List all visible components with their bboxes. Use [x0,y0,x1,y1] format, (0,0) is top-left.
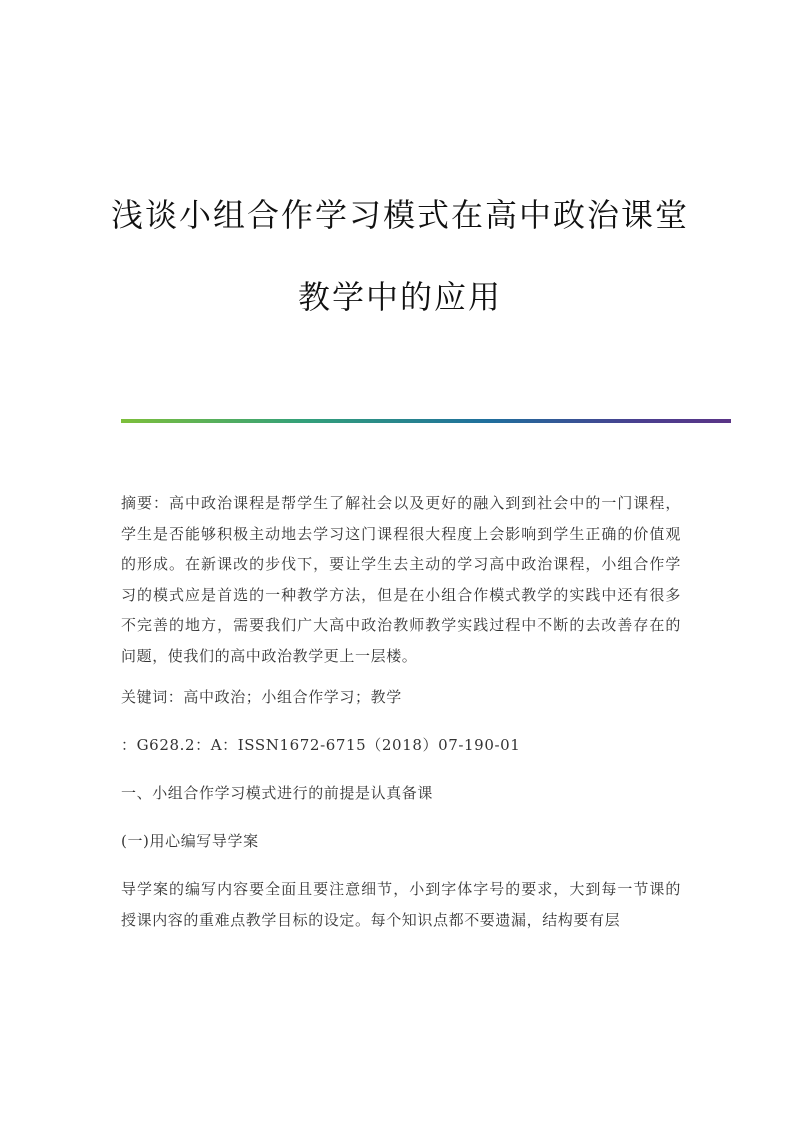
keywords-line: 关键词：高中政治；小组合作学习；教学 [121,688,402,706]
body-paragraph: 导学案的编写内容要全面且要注意细节，小到字体字号的要求，大到每一节课的授课内容的重难点教学目标的设定。每个知识点都不要遗漏，结构要有层 [121,880,681,929]
subsection-heading: (一)用心编写导学案 [121,832,259,850]
section-heading: 一、小组合作学习模式进行的前提是认真备课 [121,784,434,802]
abstract-paragraph: 摘要：高中政治课程是帮学生了解社会以及更好的融入到到社会中的一门课程，学生是否能够积极主动地去学习这门课程很大程度上会影响到学生正确的价值观的形成。在新课改的步伐下，要让学生去主动的学习高中政治课程，小组合作学习的模式应是首选的一种教学方法，但是在小组合作模式教学的实践中还有很多不完善的地方，需要我们广大高中政治教师教学实践过程中不断的去改善存在的问题，使我们的高中政治教学更上一层楼。 [121,494,681,665]
document-title-line-1: 浅谈小组合作学习模式在高中政治课堂 [110,196,689,234]
gradient-divider [121,419,731,423]
classification-line: ：G628.2：A：ISSN1672-6715（2018）07-190-01 [121,736,521,754]
document-body [121,488,681,935]
document-title-line-2: 教学中的应用 [297,278,502,316]
